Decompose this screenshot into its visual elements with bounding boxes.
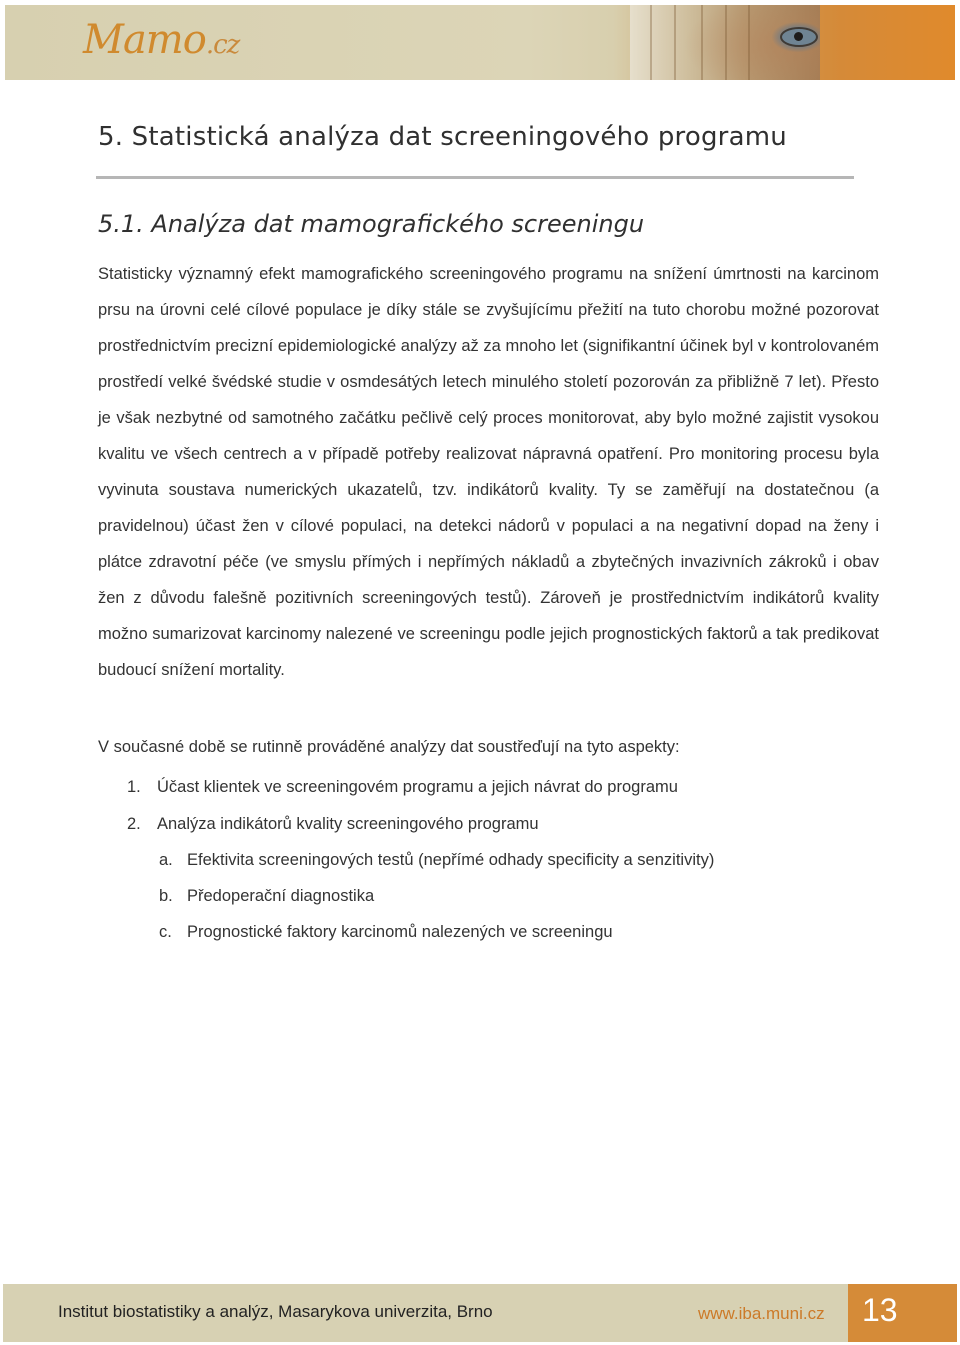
list-item-text: Účast klientek ve screeningovém programu a jejich návrat do programu bbox=[157, 778, 678, 796]
main-paragraph: Statisticky významný efekt mamografického screeningového programu na snížení úmrtnosti na karcinom prsu na úrovni celé cílové populace je díky stále se zvyšujícímu přežití na tuto chorobu možné pozorovat prostřednictvím precizní epidemiologické analýzy až za mnoho let (signifikantní účinek byl v kontrolovaném prostředí velké švédské studie v osmdesátých letech minulého století pozorován za přibližně 7 let). Přesto je však nezbytné od samotného začátku pečlivě celý proces monitorovat, aby bylo možné zajistit vysokou kvalitu ve všech centrech a v případě potřeby realizovat nápravná opatření. Pro monitoring procesu byla vyvinuta soustava numerických ukazatelů, tzv. indikátorů kvality. Ty se zaměřují na dostatečnou (a pravidelnou) účast žen v cílové populaci, na detekci nádorů v populaci a na negativní dopad na ženy i plátce zdravotní péče (ve smyslu přímých i nepřímých nákladů a zbytečných invazivních zákroků i obav žen z důvodu falešně pozitivních screeningových testů). Zároveň je prostřednictvím indikátorů kvality možno sumarizovat karcinomy nalezené ve screeningu podle jejich prognostických faktorů a tak predikovat budoucí snížení mortality. bbox=[98, 265, 879, 679]
intro-paragraph: V současné době se rutinně prováděné analýzy dat soustřeďují na tyto aspekty: bbox=[98, 738, 680, 756]
list-item bbox=[127, 815, 539, 834]
logo-wordmark: Mamo.cz bbox=[83, 17, 240, 63]
eye-icon bbox=[780, 27, 818, 47]
logo-suffix: .cz bbox=[205, 30, 240, 60]
sublist-marker: a. bbox=[159, 851, 173, 869]
section-title: 5. Statistická analýza dat screeningového programu bbox=[98, 122, 787, 152]
page-number: 13 bbox=[862, 1292, 898, 1328]
sublist-item-text: Prognostické faktory karcinomů nalezených ve screeningu bbox=[187, 923, 613, 941]
list-marker: 1. bbox=[127, 778, 141, 796]
sublist-item-text: Efektivita screeningových testů (nepřímé odhady specificity a senzitivity) bbox=[187, 851, 715, 869]
sublist-item bbox=[159, 923, 613, 942]
subsection-title: 5.1. Analýza dat mamografického screeningu bbox=[98, 210, 645, 238]
woman-eye-photo bbox=[630, 5, 820, 80]
sublist-marker: c. bbox=[159, 923, 172, 941]
header-banner bbox=[5, 5, 955, 80]
list-item-text: Analýza indikátorů kvality screeningového programu bbox=[157, 815, 539, 833]
sublist-marker: b. bbox=[159, 887, 173, 905]
list-marker: 2. bbox=[127, 815, 141, 833]
list-item bbox=[127, 778, 678, 797]
footer-url-link[interactable]: www.iba.muni.cz bbox=[698, 1304, 825, 1323]
sublist-item bbox=[159, 851, 714, 870]
title-divider bbox=[96, 176, 854, 179]
footer-institution: Institut biostatistiky a analýz, Masarykova univerzita, Brno bbox=[58, 1302, 493, 1321]
sublist-item bbox=[159, 887, 374, 906]
sublist-item-text: Předoperační diagnostika bbox=[187, 887, 375, 905]
